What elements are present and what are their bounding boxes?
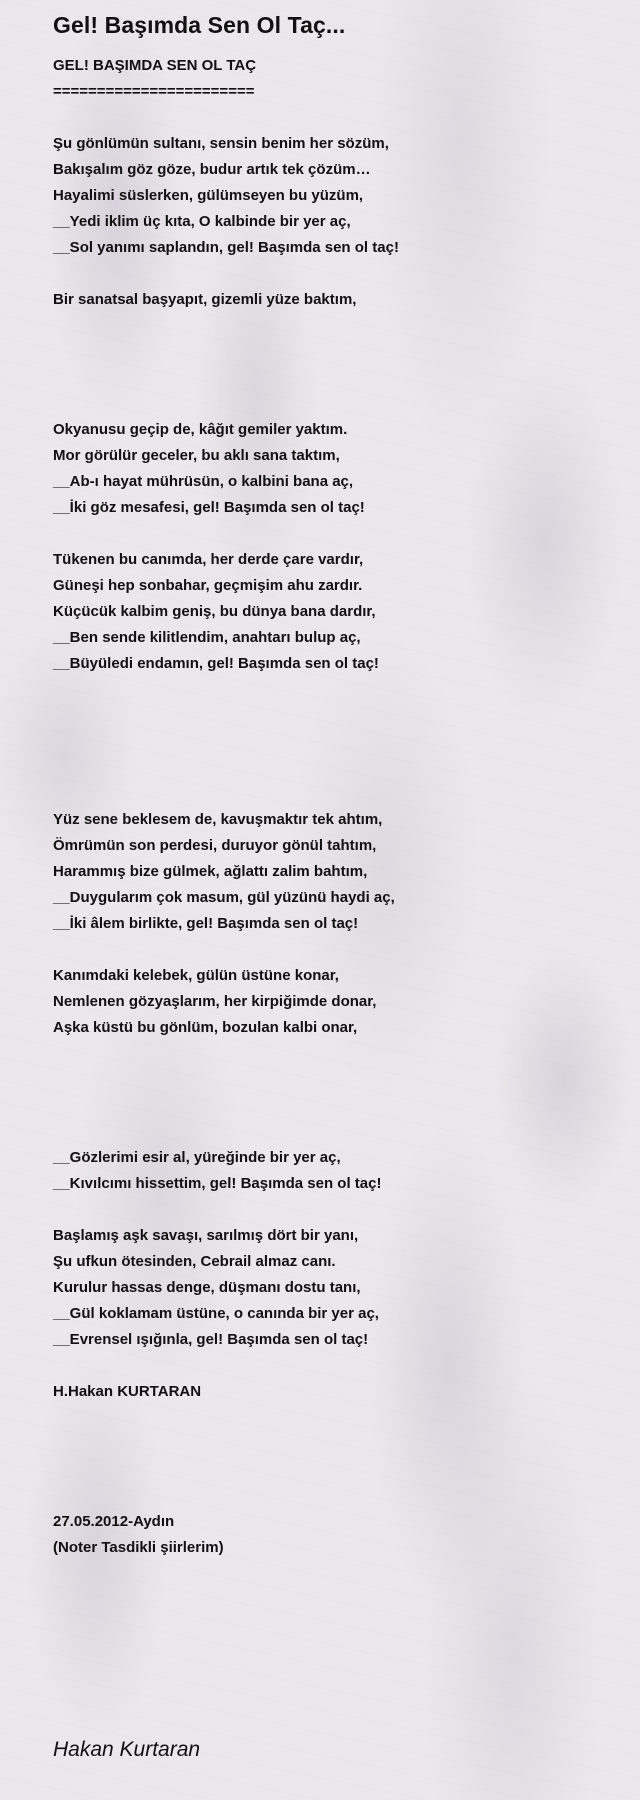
poem-line: Okyanusu geçip de, kâğıt gemiler yaktım. xyxy=(53,421,348,438)
poem-blank-line xyxy=(53,1483,613,1509)
poem-blank-line xyxy=(53,1457,613,1483)
poem-blank-line xyxy=(53,937,613,963)
poem-blank-line xyxy=(53,1119,613,1145)
poem-line: __Gözlerimi esir al, yüreğinde bir yer aç, xyxy=(53,1149,341,1166)
poem-blank-line xyxy=(53,729,613,755)
poem-blank-line xyxy=(53,1405,613,1431)
poem-line: (Noter Tasdikli şiirlerim) xyxy=(53,1539,224,1556)
poem-blank-line xyxy=(53,391,613,417)
poem-line: Kanımdaki kelebek, gülün üstüne konar, xyxy=(53,967,339,984)
poem-line: Güneşi hep sonbahar, geçmişim ahu zardır. xyxy=(53,577,363,594)
poem-line: Bir sanatsal başyapıt, gizemli yüze baktım, xyxy=(53,291,357,308)
poem-line: H.Hakan KURTARAN xyxy=(53,1383,202,1400)
poem-line: __Büyüledi endamın, gel! Başımda sen ol taç! xyxy=(53,655,379,672)
poem-line: Tükenen bu canımda, her derde çare vardır, xyxy=(53,551,364,568)
poem-blank-line xyxy=(53,339,613,365)
author-signature: Hakan Kurtaran xyxy=(53,1738,201,1761)
poem-blank-line xyxy=(53,105,613,131)
poem-blank-line xyxy=(53,365,613,391)
poem-line: Kurulur hassas denge, düşmanı dostu tanı, xyxy=(53,1279,361,1296)
poem-line: Şu ufkun ötesinden, Cebrail almaz canı. xyxy=(53,1253,336,1270)
poem-blank-line xyxy=(53,781,613,807)
poem-line: __Ab-ı hayat mührüsün, o kalbini bana aç, xyxy=(53,473,354,490)
poem-line: Mor görülür geceler, bu aklı sana taktım, xyxy=(53,447,340,464)
poem-line: Hayalimi süslerken, gülümseyen bu yüzüm, xyxy=(53,187,364,204)
poem-line: Küçücük kalbim geniş, bu dünya bana dardır, xyxy=(53,603,376,620)
poem-line: __Ben sende kilitlendim, anahtarı bulup aç, xyxy=(53,629,361,646)
poem-line: __Gül koklamam üstüne, o canında bir yer aç, xyxy=(53,1305,379,1322)
poem-line: __Duygularım çok masum, gül yüzünü haydi aç, xyxy=(53,889,395,906)
poem-blank-line xyxy=(53,1093,613,1119)
poem-blank-line xyxy=(53,755,613,781)
poem-blank-line xyxy=(53,521,613,547)
poem-title: Gel! Başımda Sen Ol Taç... xyxy=(53,12,346,38)
poem-line: GEL! BAŞIMDA SEN OL TAÇ xyxy=(53,57,257,74)
poem-line: 27.05.2012-Aydın xyxy=(53,1513,175,1530)
poem-blank-line xyxy=(53,703,613,729)
poem-line: __Kıvılcımı hissettim, gel! Başımda sen ol taç! xyxy=(53,1175,382,1192)
poem-line: Nemlenen gözyaşlarım, her kirpiğimde donar, xyxy=(53,993,377,1010)
poem-line: __Sol yanımı saplandın, gel! Başımda sen ol taç! xyxy=(53,239,399,256)
poem-line: __İki göz mesafesi, gel! Başımda sen ol taç! xyxy=(53,499,365,516)
poem-line: Ömrümün son perdesi, duruyor gönül tahtım, xyxy=(53,837,377,854)
poem-line: Başlamış aşk savaşı, sarılmış dört bir yanı, xyxy=(53,1227,359,1244)
poem-line: Harammış bize gülmek, ağlattı zalim bahtım, xyxy=(53,863,368,880)
poem-blank-line xyxy=(53,1431,613,1457)
poem-blank-line xyxy=(53,677,613,703)
poem-blank-line xyxy=(53,1041,613,1067)
poem-blank-line xyxy=(53,1067,613,1093)
poem-line: __İki âlem birlikte, gel! Başımda sen ol taç! xyxy=(53,915,359,932)
poem-body xyxy=(53,53,613,1561)
poem-blank-line xyxy=(53,1197,613,1223)
poem-blank-line xyxy=(53,261,613,287)
poem-line: Şu gönlümün sultanı, sensin benim her sözüm, xyxy=(53,135,389,152)
poem-line: Bakışalım göz göze, budur artık tek çözüm… xyxy=(53,161,371,178)
poem-blank-line xyxy=(53,313,613,339)
poem-line: Aşka küstü bu gönlüm, bozulan kalbi onar, xyxy=(53,1019,358,1036)
poem-line: Yüz sene beklesem de, kavuşmaktır tek ahtım, xyxy=(53,811,383,828)
poem-blank-line xyxy=(53,1353,613,1379)
poem-line: ======================= xyxy=(53,83,255,100)
poem-line: __Evrensel ışığınla, gel! Başımda sen ol taç! xyxy=(53,1331,369,1348)
poem-line: __Yedi iklim üç kıta, O kalbinde bir yer aç, xyxy=(53,213,351,230)
